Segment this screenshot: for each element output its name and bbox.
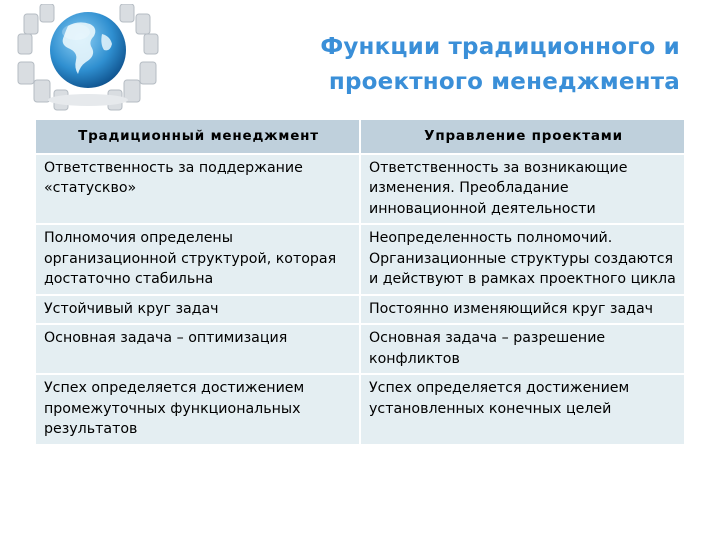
table-cell: Устойчивый круг задач: [36, 296, 361, 324]
table-cell: Ответственность за возникающие изменения. Преобладание инновационной деятельности: [361, 155, 684, 224]
title-line-1: Функции традиционного и: [320, 34, 680, 60]
table-row: [36, 225, 684, 296]
globe-with-chairs-icon: [10, 4, 170, 112]
table-cell: Полномочия определены организационной структурой, которая достаточно стабильна: [36, 225, 361, 294]
header-traditional: Традиционный менеджмент: [36, 120, 361, 153]
table-row: [36, 296, 684, 326]
table-cell: Неопределенность полномочий. Организационные структуры создаются и действуют в рамках проектного цикла: [361, 225, 684, 294]
header-project: Управление проектами: [361, 120, 684, 153]
table-cell: Основная задача – оптимизация: [36, 325, 361, 373]
table-cell: Основная задача – разрешение конфликтов: [361, 325, 684, 373]
page-title: [200, 30, 680, 100]
table-header-row: [36, 120, 684, 155]
table-row: [36, 155, 684, 226]
table-cell: Успех определяется достижением промежуточных функциональных результатов: [36, 375, 361, 444]
table-cell: Постоянно изменяющийся круг задач: [361, 296, 684, 324]
title-line-2: проектного менеджмента: [328, 69, 680, 95]
table-cell: Ответственность за поддержание «статускво»: [36, 155, 361, 224]
comparison-table: [36, 120, 684, 446]
table-row: [36, 375, 684, 446]
table-cell: Успех определяется достижением установленных конечных целей: [361, 375, 684, 444]
table-row: [36, 325, 684, 375]
